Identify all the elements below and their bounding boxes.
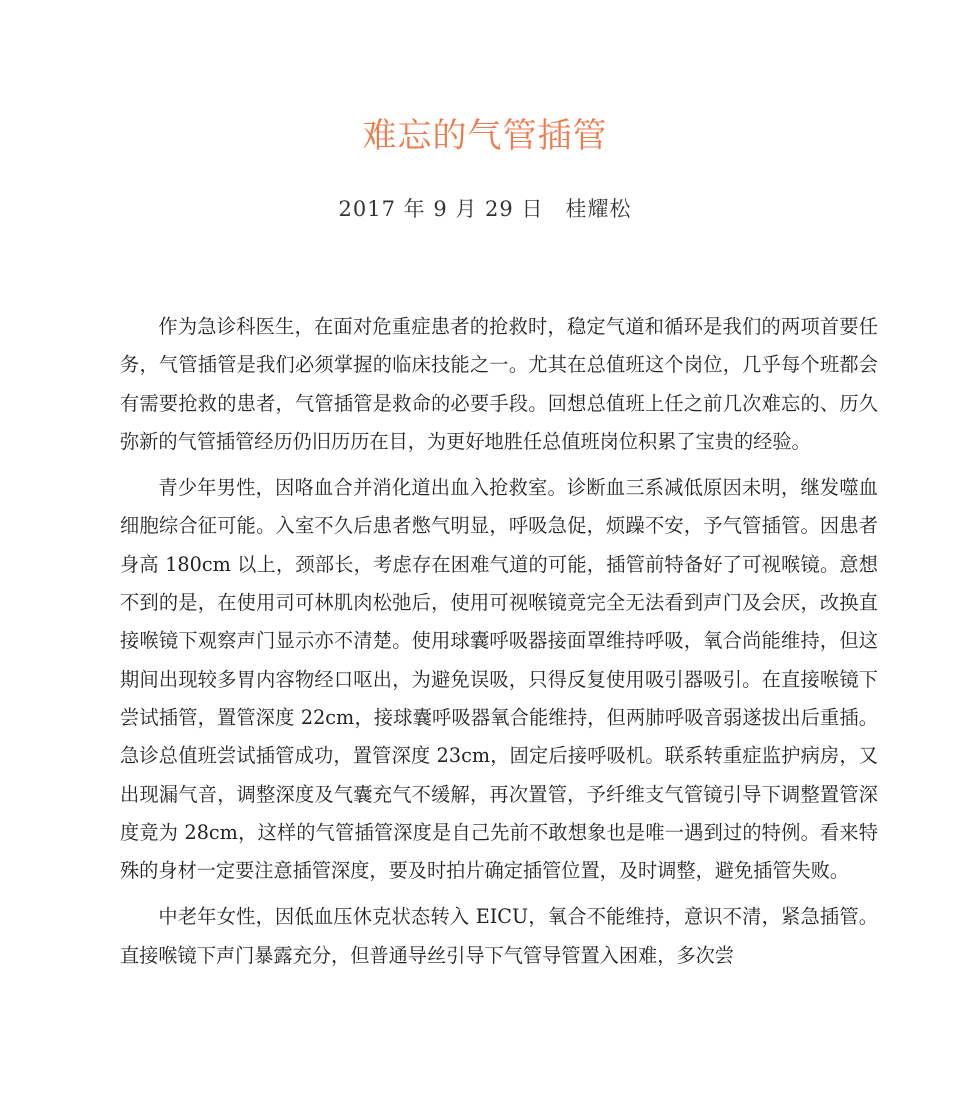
byline <box>0 192 970 226</box>
article-body <box>120 308 878 983</box>
article-author: 桂耀松 <box>565 197 632 221</box>
article-title: 难忘的气管插管 <box>362 116 608 156</box>
paragraph-3: 中老年女性，因低血压休克状态转入 EICU，氧合不能维持，意识不清，紧急插管。直接喉镜下声门暴露充分，但普通导丝引导下气管导管置入困难，多次尝 <box>120 905 878 967</box>
paragraph-2: 青少年男性，因咯血合并消化道出血入抢救室。诊断血三系减低原因未明，继发噬血细胞综合征可能。入室不久后患者憋气明显，呼吸急促，烦躁不安，予气管插管。因患者身高 180cm 以上，颈部长，考虑存在困难气道的可能，插管前特备好了可视喉镜。意想不到的是，在使用司可林肌肉松弛后，使用可视喉镜竟完全无法看到声门及会厌，改换直接喉镜下观察声门显示亦不清楚。使用球囊呼吸器接面罩维持呼吸，氧合尚能维持，但这期间出现较多胃内容物经口呕出，为避免误吸，只得反复使用吸引器吸引。在直接喉镜下尝试插管，置管深度 22cm，接球囊呼吸器氧合能维持，但两肺呼吸音弱遂拔出后重插。急诊总值班尝试插管成功，置管深度 23cm，固定后接呼吸机。联系转重症监护病房，又出现漏气音，调整深度及气囊充气不缓解，再次置管，予纤维支气管镜引导下调整置管深度竟为 28cm，这样的气管插管深度是自己先前不敢想象也是唯一遇到过的特例。看来特殊的身材一定要注意插管深度，要及时拍片确定插管位置，及时调整，避免插管失败。 <box>120 476 878 883</box>
paragraph-1: 作为急诊科医生，在面对危重症患者的抢救时，稳定气道和循环是我们的两项首要任务，气管插管是我们必须掌握的临床技能之一。尤其在总值班这个岗位，几乎每个班都会有需要抢救的患者，气管插管是救命的必要手段。回想总值班上任之前几次难忘的、历久弥新的气管插管经历仍旧历历在目，为更好地胜任总值班岗位积累了宝贵的经验。 <box>120 315 878 453</box>
article-date: 2017 年 9 月 29 日 <box>338 197 544 221</box>
